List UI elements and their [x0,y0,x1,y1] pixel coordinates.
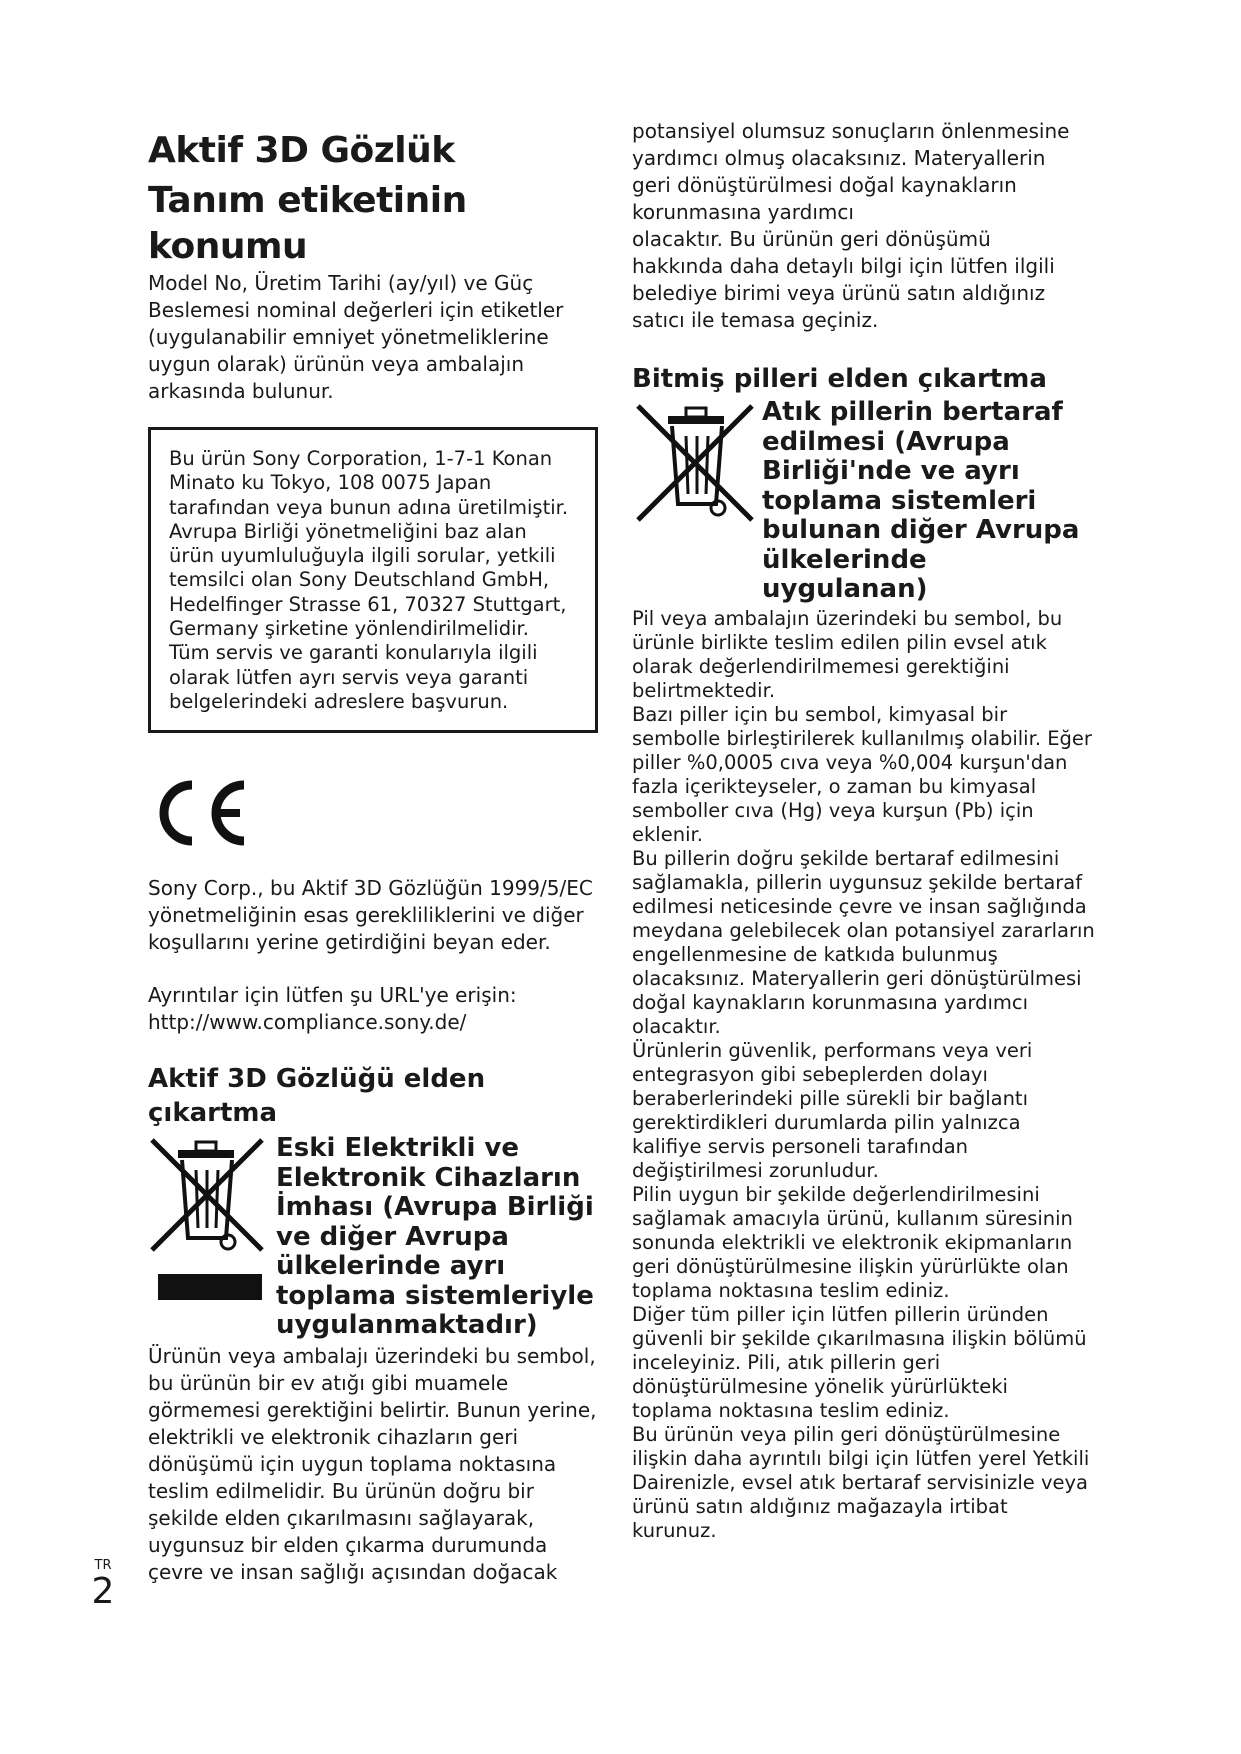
text-line: bulunan diğer Avrupa [762,515,1080,545]
text-line: Minato ku Tokyo, 108 0075 Japan [169,471,492,495]
label-location-heading: Tanım etiketinin konumu [148,180,467,267]
text-line: geri dönüştürülmesi doğal kaynakların [632,173,1017,197]
page-language-code: TR [94,1558,112,1573]
text-line: ilişkin daha ayrıntılı bilgi için lütfen yerel Yetkili [632,1446,1090,1470]
text-line: toplama noktasına teslim ediniz. [632,1398,950,1422]
text-line: olacaktır. Bu ürünün geri dönüşümü [632,227,991,251]
crossed-out-bin-icon [148,1134,270,1310]
text-line: ve diğer Avrupa [276,1221,509,1252]
text-line: Bu pillerin doğru şekilde bertaraf edilmesini [632,846,1060,870]
text-line: belediye birimi veya ürünü satın aldığınız [632,281,1046,305]
text-line: Model No, Üretim Tarihi (ay/yıl) ve Güç [148,271,534,295]
ce-mark-icon [148,773,258,853]
ce-mark-logo [148,773,596,853]
text-line: piller %0,0005 cıva veya %0,004 kurşun'dan [632,750,1068,774]
text-line: inceleyiniz. Pili, atık pillerin geri [632,1350,941,1374]
text-line: kalifiye servis personeli tarafından [632,1134,969,1158]
text-line: Bu ürün Sony Corporation, 1-7-1 Konan [169,447,553,470]
crossed-out-bin-icon [632,398,758,528]
text-line: http://www.compliance.sony.de/ [148,1010,467,1035]
text-line: fazla içerikteyseler, o zaman bu kimyasal [632,774,1037,798]
text-line: dönüşümü için uygun toplama noktasına [148,1451,557,1476]
text-line: ülkelerinde ayrı [276,1251,506,1282]
text-line: olarak değerlendirilmemesi gerektiğini [632,654,1010,678]
text-line: edilmesi (Avrupa [762,426,1010,457]
left-column [148,128,596,1586]
text-line: koşullarını yerine getirdiğini beyan eder. [148,930,551,955]
text-line: Pil veya ambalajın üzerindeki bu sembol, bu [632,606,1063,630]
text-line: Diğer tüm piller için lütfen pillerin üründen [632,1302,1049,1326]
text-line: uygulanan) [762,574,928,604]
text-line: Pilin uygun bir şekilde değerlendirilmesini [632,1182,1040,1206]
text-line: Eski Elektrikli ve [276,1133,520,1164]
compliance-url-text [148,982,596,1036]
text-line: uygulanmaktadır) [276,1310,538,1341]
text-line: engellenmesine de katkıda bulunmuş [632,942,998,966]
text-line: olacaksınız. Materyallerin geri dönüştürülmesi [632,966,1082,990]
text-line: gerektirdikleri durumlarda pilin yalnızca [632,1110,1021,1134]
text-line: arkasında bulunur. [148,379,334,403]
manufacturer-info-box [148,427,598,733]
text-line: ürünle birlikte teslim edilen pilin evsel atık [632,630,1047,654]
text-line: ülkelerinde [762,544,927,575]
text-line: olacaktır. [632,1014,721,1038]
text-line: uygunsuz bir elden çıkarma durumunda [148,1532,548,1557]
battery-title [762,398,1079,605]
text-line: İmhası (Avrupa Birliği [276,1192,594,1223]
text-line: edilmesi neticesinde çevre ve insan sağlığında [632,894,1087,918]
text-line: değiştirilmesi zorunludur. [632,1158,879,1182]
text-line: entegrasyon gibi sebeplerden dolayı [632,1062,988,1086]
text-line: Bu ürünün veya pilin geri dönüştürülmesine [632,1422,1061,1446]
text-line: tarafından veya bunun adına üretilmiştir. [169,495,569,519]
document-title: Aktif 3D Gözlük [148,130,455,171]
battery-disposal-heading: Bitmiş pilleri elden çıkartma [632,364,1047,394]
weee-title [276,1134,594,1341]
text-line: ürünü satın aldığınız mağazayla irtibat [632,1494,1008,1518]
text-line: beraberlerindeki pille sürekli bir bağlantı [632,1086,1028,1110]
text-line: eklenir. [632,822,703,846]
text-line: Avrupa Birliği yönetmeliğini baz alan [169,519,527,543]
text-line: meydana gelebilecek olan potansiyel zararların [632,918,1095,942]
glasses-disposal-heading: Aktif 3D Gözlüğü elden çıkartma [148,1064,486,1129]
right-column [632,119,1095,1543]
text-line: Atık pillerin bertaraf [762,397,1063,427]
text-line: uygun olarak) ürünün veya ambalajın [148,352,525,376]
text-line: teslim edilmelidir. Bu ürünün doğru bir [148,1478,534,1503]
text-line: sağlamakla, pillerin uygunsuz şekilde bertaraf [632,870,1083,894]
manufacturer-info-text [169,447,577,714]
battery-text [632,606,1095,1543]
battery-bin-symbol [632,398,758,532]
text-line: satıcı ile temasa geçiniz. [632,308,879,332]
text-line: güvenli bir şekilde çıkarılmasına ilişkin bölümü [632,1326,1087,1350]
text-line: temsilci olan Sony Deutschland GmbH, [169,568,550,592]
text-line: ürün uyumluluğuyla ilgili sorular, yetkili [169,544,556,568]
text-line: şekilde elden çıkarılmasını sağlayarak, [148,1505,535,1530]
text-line: geri dönüştürülmesine ilişkin yürürlükte olan [632,1254,1069,1278]
text-line: sembolle birleştirilerek kullanılmış olabilir. Eğer [632,726,1092,750]
weee-continuation-text [632,118,1080,334]
page-number [91,1559,115,1611]
text-line: yönetmeliğinin esas gerekliliklerini ve diğer [148,903,584,928]
text-line: belirtmektedir. [632,678,776,702]
text-line: Hedelfinger Strasse 61, 70327 Stuttgart, [169,592,567,616]
text-line: doğal kaynakların korunmasına yardımcı [632,990,1029,1014]
text-line: elektrikli ve elektronik cihazların geri [148,1424,519,1449]
text-line: çevre ve insan sağlığı açısından doğacak [148,1559,558,1584]
text-line: dönüştürülmesine yönelik yürürlükteki [632,1374,1008,1398]
text-line: Ürünlerin güvenlik, performans veya veri [632,1038,1033,1062]
text-line: belgelerindeki adreslere başvurun. [169,689,509,713]
weee-bin-symbol [148,1134,270,1314]
text-line: toplama noktasına teslim ediniz. [632,1278,950,1302]
text-line: kurunuz. [632,1518,717,1542]
text-line: Germany şirketine yönlendirilmelidir. [169,617,529,641]
text-line: bu ürünün bir ev atığı gibi muamele [148,1370,509,1395]
text-line: görmemesi gerektiğini belirtir. Bunun yerine, [148,1397,597,1422]
text-line: Dairenizle, evsel atık bertaraf servisinizle veya [632,1470,1088,1494]
text-line: Elektronik Cihazların [276,1162,581,1193]
text-line: Sony Corp., bu Aktif 3D Gözlüğün 1999/5/EC [148,876,593,901]
text-line: Ayrıntılar için lütfen şu URL'ye erişin: [148,983,517,1008]
text-line: toplama sistemleri [762,485,1037,516]
text-line: toplama sistemleriyle [276,1280,594,1311]
text-line: Bazı piller için bu sembol, kimyasal bir [632,702,1008,726]
text-line: potansiyel olumsuz sonuçların önlenmesine [632,119,1070,143]
text-line: sağlamak amacıyla ürünü, kullanım süresinin [632,1206,1073,1230]
text-line: sonunda elektrikli ve elektronik ekipmanların [632,1230,1073,1254]
declaration-text [148,875,596,956]
text-line: semboller cıva (Hg) veya kurşun (Pb) için [632,798,1034,822]
text-line: olarak lütfen ayrı servis veya garanti [169,665,529,689]
text-line: Beslemesi nominal değerleri için etiketler [148,298,564,322]
label-location-text [148,270,596,405]
text-line: korunmasına yardımcı [632,200,854,224]
text-line: Tüm servis ve garanti konularıyla ilgili [169,641,538,665]
weee-text [148,1343,596,1586]
text-line: Ürünün veya ambalajı üzerindeki bu sembol, [148,1343,596,1368]
text-line: Birliği'nde ve ayrı [762,456,1020,486]
page-number-value: 2 [91,1571,115,1612]
text-line: (uygulanabilir emniyet yönetmeliklerine [148,325,549,349]
text-line: yardımcı olmuş olacaksınız. Materyallerin [632,146,1046,170]
text-line: hakkında daha detaylı bilgi için lütfen ilgili [632,254,1055,278]
